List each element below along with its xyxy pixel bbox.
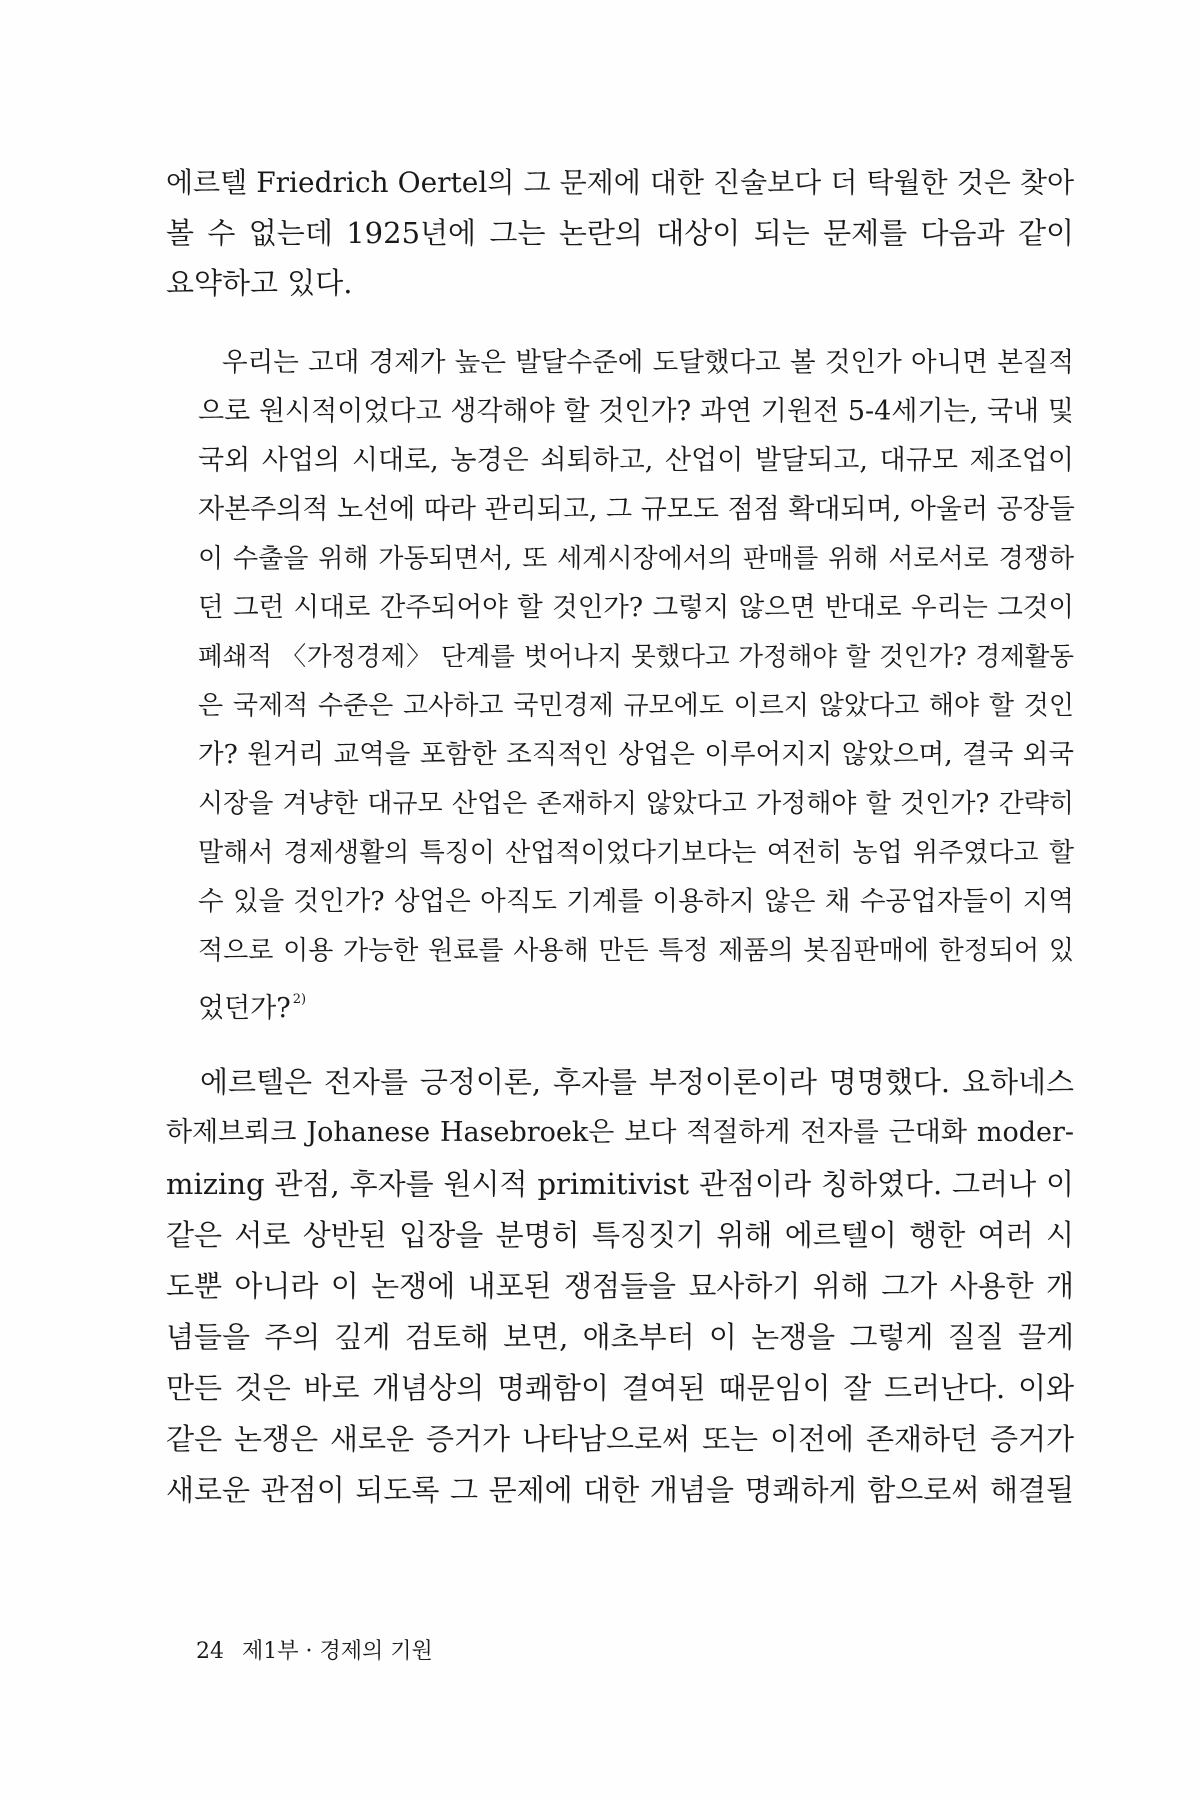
text-line: 에르텔은 전자를 긍정이론, 후자를 부정이론이라 명명했다. 요하네스 (200, 1065, 1074, 1099)
text-line: 에르텔 Friedrich Oertel의 그 문제에 대한 진술보다 더 탁월한 것은 찾아 (166, 166, 1074, 199)
running-head: 제1부 · 경제의 기원 (242, 1639, 433, 1664)
text-line: 만든 것은 바로 개념상의 명쾌함이 결여된 때문임이 잘 드러난다. 이와 (166, 1371, 1074, 1405)
page-number: 24 (196, 1639, 224, 1664)
text-line: 도뿐 아니라 이 논쟁에 내포된 쟁점들을 묘사하기 위해 그가 사용한 개 (166, 1269, 1074, 1303)
text-line: 요약하고 있다. (166, 266, 353, 300)
text-line: 같은 서로 상반된 입장을 분명히 특징짓기 위해 에르텔이 행한 여러 시 (166, 1218, 1074, 1252)
text-line: mizing 관점, 후자를 원시적 primitivist 관점이라 칭하였다. 그러나 이 (166, 1167, 1074, 1201)
quote-line: 은 국제적 수준은 고사하고 국민경제 규모에도 이르지 않았다고 해야 할 것인 (198, 691, 1074, 721)
quote-line: 말해서 경제생활의 특징이 산업적이었다기보다는 여전히 농업 위주였다고 할 (198, 838, 1074, 868)
quote-line: 수 있을 것인가? 상업은 아직도 기계를 이용하지 않은 채 수공업자들이 지역 (198, 886, 1074, 917)
text-line: 같은 논쟁은 새로운 증거가 나타남으로써 또는 이전에 존재하던 증거가 (166, 1422, 1074, 1456)
quote-line: 가? 원거리 교역을 포함한 조직적인 상업은 이루어지지 않았으며, 결국 외국 (198, 739, 1074, 770)
text-line: 하제브뢰크 Johanese Hasebroek은 보다 적절하게 전자를 근대화 moder- (166, 1117, 1074, 1148)
text-line: 새로운 관점이 되도록 그 문제에 대한 개념을 명쾌하게 함으로써 해결될 (166, 1473, 1074, 1507)
quote-line: 우리는 고대 경제가 높은 발달수준에 도달했다고 볼 것인가 아니면 본질적 (222, 347, 1074, 378)
quote-line: 으로 원시적이었다고 생각해야 할 것인가? 과연 기원전 5-4세기는, 국내 및 (198, 396, 1074, 427)
text-line: 볼 수 없는데 1925년에 그는 논란의 대상이 되는 문제를 다음과 같이 (166, 216, 1074, 250)
quote-line: 시장을 겨냥한 대규모 산업은 존재하지 않았다고 가정해야 할 것인가? 간략히 (198, 789, 1074, 819)
quote-last-line (198, 980, 1074, 1029)
footnote-marker: 2) (292, 992, 307, 1007)
quote-line: 자본주의적 노선에 따라 관리되고, 그 규모도 점점 확대되며, 아울러 공장들 (198, 494, 1075, 525)
quote-line: 던 그런 시대로 간주되어야 할 것인가? 그렇지 않으면 반대로 우리는 그것이 (198, 592, 1074, 623)
quote-line: 이 수출을 위해 가동되면서, 또 세계시장에서의 판매를 위해 서로서로 경쟁하 (198, 544, 1074, 574)
quote-line: 적으로 이용 가능한 원료를 사용해 만든 특정 제품의 봇짐판매에 한정되어 있 (198, 936, 1074, 966)
quote-line: 국외 사업의 시대로, 농경은 쇠퇴하고, 산업이 발달되고, 대규모 제조업이 (198, 445, 1074, 476)
text-line: 념들을 주의 깊게 검토해 보면, 애초부터 이 논쟁을 그렇게 질질 끌게 (166, 1320, 1074, 1354)
page-footer (196, 1637, 433, 1667)
quote-line: 폐쇄적 〈가정경제〉 단계를 벗어나지 못했다고 가정해야 할 것인가? 경제활동 (198, 642, 1074, 672)
quote-line-text: 었던가? (198, 993, 291, 1024)
